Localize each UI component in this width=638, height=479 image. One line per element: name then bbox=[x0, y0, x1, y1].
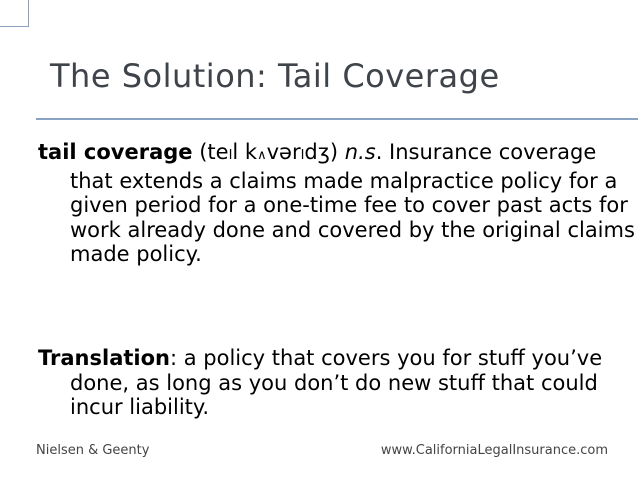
footer-authors: Nielsen & Geenty bbox=[36, 443, 150, 458]
pronunciation-symbol: ∧ bbox=[257, 148, 267, 163]
translation-text: : a policy that covers you for stuff you’ve done, as long as you don’t do new stuff that could incur liability. bbox=[70, 346, 603, 419]
pronunciation-part: vər bbox=[266, 140, 301, 164]
definition-paragraph bbox=[38, 140, 638, 267]
pronunciation-part: l k bbox=[232, 140, 258, 164]
definition-text: . Insurance coverage that extends a claims made malpractice policy for a given period for a one-time fee to cover past acts for work already done and covered by the original claims made policy. bbox=[70, 140, 635, 266]
part-of-speech: n.s bbox=[344, 140, 376, 164]
footer-website: www.CaliforniaLegalInsurance.com bbox=[380, 443, 608, 458]
corner-decoration bbox=[0, 0, 29, 27]
slide-title: The Solution: Tail Coverage bbox=[50, 57, 500, 95]
translation-label: Translation bbox=[38, 346, 170, 370]
translation-paragraph bbox=[38, 346, 638, 420]
pronunciation-close: dʒ) bbox=[304, 140, 345, 164]
title-divider bbox=[36, 118, 638, 120]
defined-term: tail coverage bbox=[38, 140, 193, 164]
pronunciation-symbol: I bbox=[300, 148, 305, 163]
pronunciation-open: (te bbox=[192, 140, 229, 164]
pronunciation-symbol: I bbox=[228, 148, 233, 163]
